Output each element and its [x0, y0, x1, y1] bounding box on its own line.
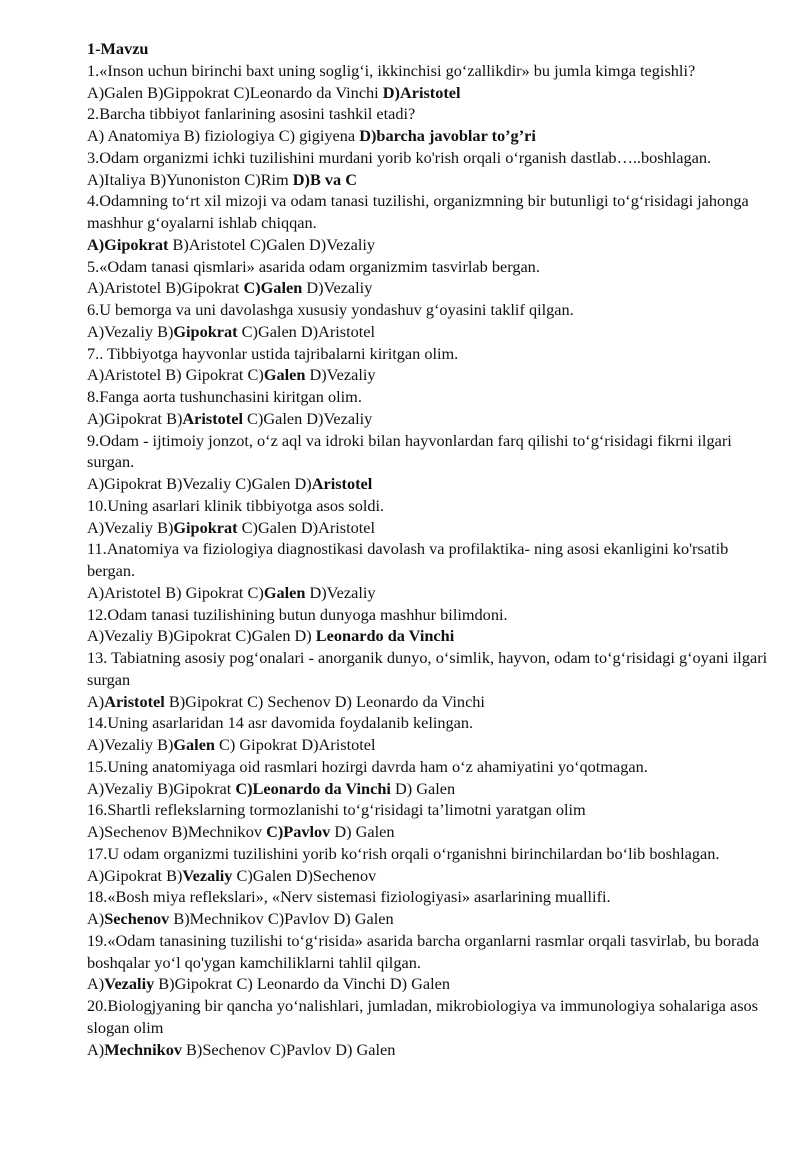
answer-option: D)Aristotel [301, 735, 376, 754]
answer-option: B) [157, 321, 174, 341]
correct-answer-option: C)Galen [243, 278, 303, 298]
answer-option: D) Galen [333, 909, 394, 928]
answer-option: D) [294, 626, 316, 646]
question-text: 20.Biologjyaning bir qancha yo‘nalishlari, jumladan, mikrobiologiya va immunologiya sohalariga asos slogan olim [87, 996, 759, 1037]
answer-option: C)Rim [244, 169, 293, 189]
answer-options [87, 778, 770, 800]
question-text: 8.Fanga aorta tushunchasini kiritgan olim. [87, 387, 362, 406]
answer-options [87, 691, 770, 713]
answer-option: D) Leonardo da Vinchi [334, 691, 485, 711]
answer-option: C) gigiyena [278, 126, 360, 145]
answer-option: B)Mechnikov [171, 822, 267, 841]
answer-options [87, 625, 770, 647]
question-text: 16.Shartli reflekslarning tormozlanishi to‘g‘risidagi ta’limotni yaratgan olim [87, 800, 586, 820]
question-text: 11.Anatomiya va fiziologiya diagnostikasi davolash va profilaktika- ning asosi ekanligini ko'rsatib bergan. [87, 539, 729, 580]
page-title: 1-Mavzu [87, 39, 149, 58]
answer-option: D) Galen [330, 822, 395, 841]
correct-answer-option: Aristotel [311, 474, 373, 493]
answer-option: B)Aristotel [168, 234, 250, 254]
answer-option: A)Vezaliy [87, 735, 158, 754]
question-text: 6.U bemorga va uni davolashga xususiy yondashuv g‘oyasini taklif qilgan. [87, 300, 574, 319]
answer-option: D)Vezaliy [305, 365, 376, 385]
answer-option: A) [87, 1039, 105, 1059]
answer-option: A)Gipokrat [87, 865, 167, 885]
answer-option: C) [247, 582, 264, 602]
question-text: 14.Uning asarlaridan 14 asr davomida foydalanib kelingan. [87, 713, 474, 733]
answer-option: B) [157, 735, 174, 754]
answer-option: D)Vezaliy [306, 408, 373, 428]
answer-option: A)Gipokrat [87, 408, 167, 428]
answer-option: C)Galen [242, 408, 307, 428]
correct-answer-option: D)barcha javoblar to’g’ri [359, 126, 536, 145]
answer-options [87, 364, 770, 386]
answer-option: C)Galen [235, 626, 295, 646]
correct-answer-option: C)Leonardo da Vinchi [235, 778, 391, 798]
answer-option: B) Gipokrat [165, 365, 248, 385]
answer-options [87, 473, 770, 495]
correct-answer-option: Gipokrat [173, 321, 238, 341]
answer-option: A) [87, 691, 105, 711]
answer-option: B) fiziologiya [183, 126, 279, 145]
correct-answer-option: Galen [263, 365, 306, 385]
question-text: 3.Odam organizmi ichki tuzilishini murdani yorib ko'rish orqali o‘rganish dastlab…..boshlagan. [87, 147, 712, 167]
answer-options [87, 582, 770, 604]
answer-option: B)Gipokrat [165, 278, 244, 298]
answer-option: C)Galen [235, 474, 295, 493]
answer-option: A)Aristotel [87, 365, 166, 385]
answer-option: D) Galen [390, 778, 456, 798]
answer-option: D)Sechenov [295, 865, 377, 885]
answer-option: A) [87, 909, 105, 928]
answer-options [87, 277, 770, 299]
answer-options [87, 1039, 770, 1061]
answer-option: B)Gippokrat [147, 82, 234, 102]
answer-option: D)Vezaliy [309, 234, 376, 254]
answer-option: D)Aristotel [300, 321, 376, 341]
answer-option: C)Leonardo da Vinchi [233, 82, 383, 102]
answer-option: C)Galen [237, 517, 301, 537]
answer-option: B)Gipokrat [154, 974, 237, 994]
answer-option: D)Aristotel [300, 517, 376, 537]
correct-answer-option: Aristotel [182, 408, 243, 428]
question-text: 4.Odamning to‘rt xil mizoji va odam tanasi tuzilishi, organizmning bir butunligi to‘g‘risidagi jahonga mashhur g‘oyalarni ishlab chiqqan. [87, 191, 749, 232]
question-text: 10.Uning asarlari klinik tibbiyotga asos soldi. [87, 495, 385, 515]
answer-options [87, 169, 770, 191]
answer-option: D) Galen [335, 1039, 396, 1059]
answer-option: C)Galen [232, 865, 296, 885]
answer-option: D)Vezaliy [302, 278, 373, 298]
correct-answer-option: Gipokrat [173, 517, 238, 537]
answer-options [87, 321, 770, 343]
question-text: 15.Uning anatomiyaga oid rasmlari hozirgi davrda ham o‘z ahamiyatini yo‘qotmagan. [87, 756, 648, 776]
answer-option: B)Mechnikov [169, 909, 268, 928]
answer-option: B)Sechenov [181, 1039, 270, 1059]
question-text: 5.«Odam tanasi qismlari» asarida odam organizmim tasvirlab bergan. [87, 256, 540, 276]
answer-option: D) [294, 474, 312, 493]
correct-answer-option: D)B va C [292, 169, 357, 189]
answer-options [87, 82, 770, 104]
correct-answer-option: A)Gipokrat [87, 234, 169, 254]
question-text: 2.Barcha tibbiyot fanlarining asosini tashkil etadi? [87, 104, 416, 124]
answer-options [87, 734, 770, 756]
answer-options [87, 234, 770, 256]
answer-option: C) Leonardo da Vinchi [236, 974, 390, 994]
question-text: 13. Tabiatning asosiy pog‘onalari - anorganik dunyo, o‘simlik, hayvon, odam to‘g‘risidagi g‘oyani ilgari surgan [87, 648, 768, 689]
question-list [87, 60, 770, 1061]
correct-answer-option: D)Aristotel [382, 82, 461, 102]
question-text: 12.Odam tanasi tuzilishining butun dunyoga mashhur bilimdoni. [87, 604, 508, 624]
answer-options [87, 821, 770, 843]
answer-option: B)Gipokrat [157, 778, 236, 798]
answer-option: C) Sechenov [247, 691, 335, 711]
answer-option: A)Aristotel [87, 582, 166, 602]
answer-option: B) Gipokrat [165, 582, 248, 602]
answer-option: B) [157, 517, 174, 537]
answer-option: B) [166, 408, 183, 428]
answer-option: A)Aristotel [87, 278, 166, 298]
answer-option: D) Galen [389, 974, 451, 994]
answer-option: A)Sechenov [87, 822, 172, 841]
answer-options [87, 125, 770, 147]
answer-option: A)Italiya [87, 169, 150, 189]
answer-option: A) [87, 974, 105, 994]
correct-answer-option: C) [266, 822, 284, 841]
correct-answer-option: Aristotel [104, 691, 165, 711]
answer-option: A)Galen [87, 82, 148, 102]
answer-option: D)Vezaliy [305, 582, 376, 602]
answer-option: B)Gipokrat [164, 691, 248, 711]
answer-option: A)Vezaliy [87, 778, 158, 798]
answer-option: A)Vezaliy [87, 626, 158, 646]
question-text: 9.Odam - ijtimoiy jonzot, o‘z aql va idroki bilan hayvonlardan farq qilishi to‘g‘risidagi fikrni ilgari surgan. [87, 430, 732, 472]
answer-option: A)Gipokrat [87, 474, 167, 493]
answer-option: B)Gipokrat [157, 626, 236, 646]
answer-option: C)Galen [249, 234, 310, 254]
correct-answer-option: Mechnikov [104, 1039, 182, 1059]
answer-option: A) Anatomiya [87, 126, 184, 145]
answer-options [87, 408, 770, 430]
answer-option: B) [166, 865, 183, 885]
question-text: 19.«Odam tanasining tuzilishi to‘g‘risida» asarida barcha organlarni rasmlar orqali tasvirlab, bu borada boshqalar yo‘l qo'ygan kamchiliklarni tahlil qilgan. [87, 930, 759, 972]
question-text: 7.. Tibbiyotga hayvonlar ustida tajribalarni kiritgan olim. [87, 343, 459, 363]
answer-option: B)Yunoniston [149, 169, 245, 189]
correct-answer-option: Vezaliy [182, 865, 233, 885]
question-text: 18.«Bosh miya reflekslari», «Nerv sistemasi fiziologiyasi» asarlarining muallifi. [87, 887, 611, 907]
correct-answer-option: Vezaliy [104, 974, 155, 994]
answer-options [87, 865, 770, 887]
answer-option: A)Vezaliy [87, 517, 158, 537]
answer-option: C) Gipokrat [214, 735, 302, 754]
answer-option: C)Galen [237, 321, 301, 341]
answer-option: C) [247, 365, 264, 385]
answer-option: A)Vezaliy [87, 321, 158, 341]
correct-answer-option: Galen [173, 735, 215, 754]
correct-answer-option: Galen [263, 582, 306, 602]
question-text: 17.U odam organizmi tuzilishini yorib ko‘rish orqali o‘rganishni birinchilardan bo‘lib boshlagan. [87, 843, 720, 863]
answer-option: C)Pavlov [269, 1039, 336, 1059]
correct-answer-option: Pavlov [283, 822, 331, 841]
correct-answer-option: Sechenov [104, 909, 170, 928]
answer-options [87, 973, 770, 995]
answer-option: B)Vezaliy [166, 474, 236, 493]
question-text: 1.«Inson uchun birinchi baxt uning soglig‘i, ikkinchisi go‘zallikdir» bu jumla kimga tegishli? [87, 60, 696, 80]
correct-answer-option: Leonardo da Vinchi [315, 626, 455, 646]
answer-option: C)Pavlov [267, 909, 334, 928]
answer-options [87, 908, 770, 930]
answer-options [87, 517, 770, 539]
